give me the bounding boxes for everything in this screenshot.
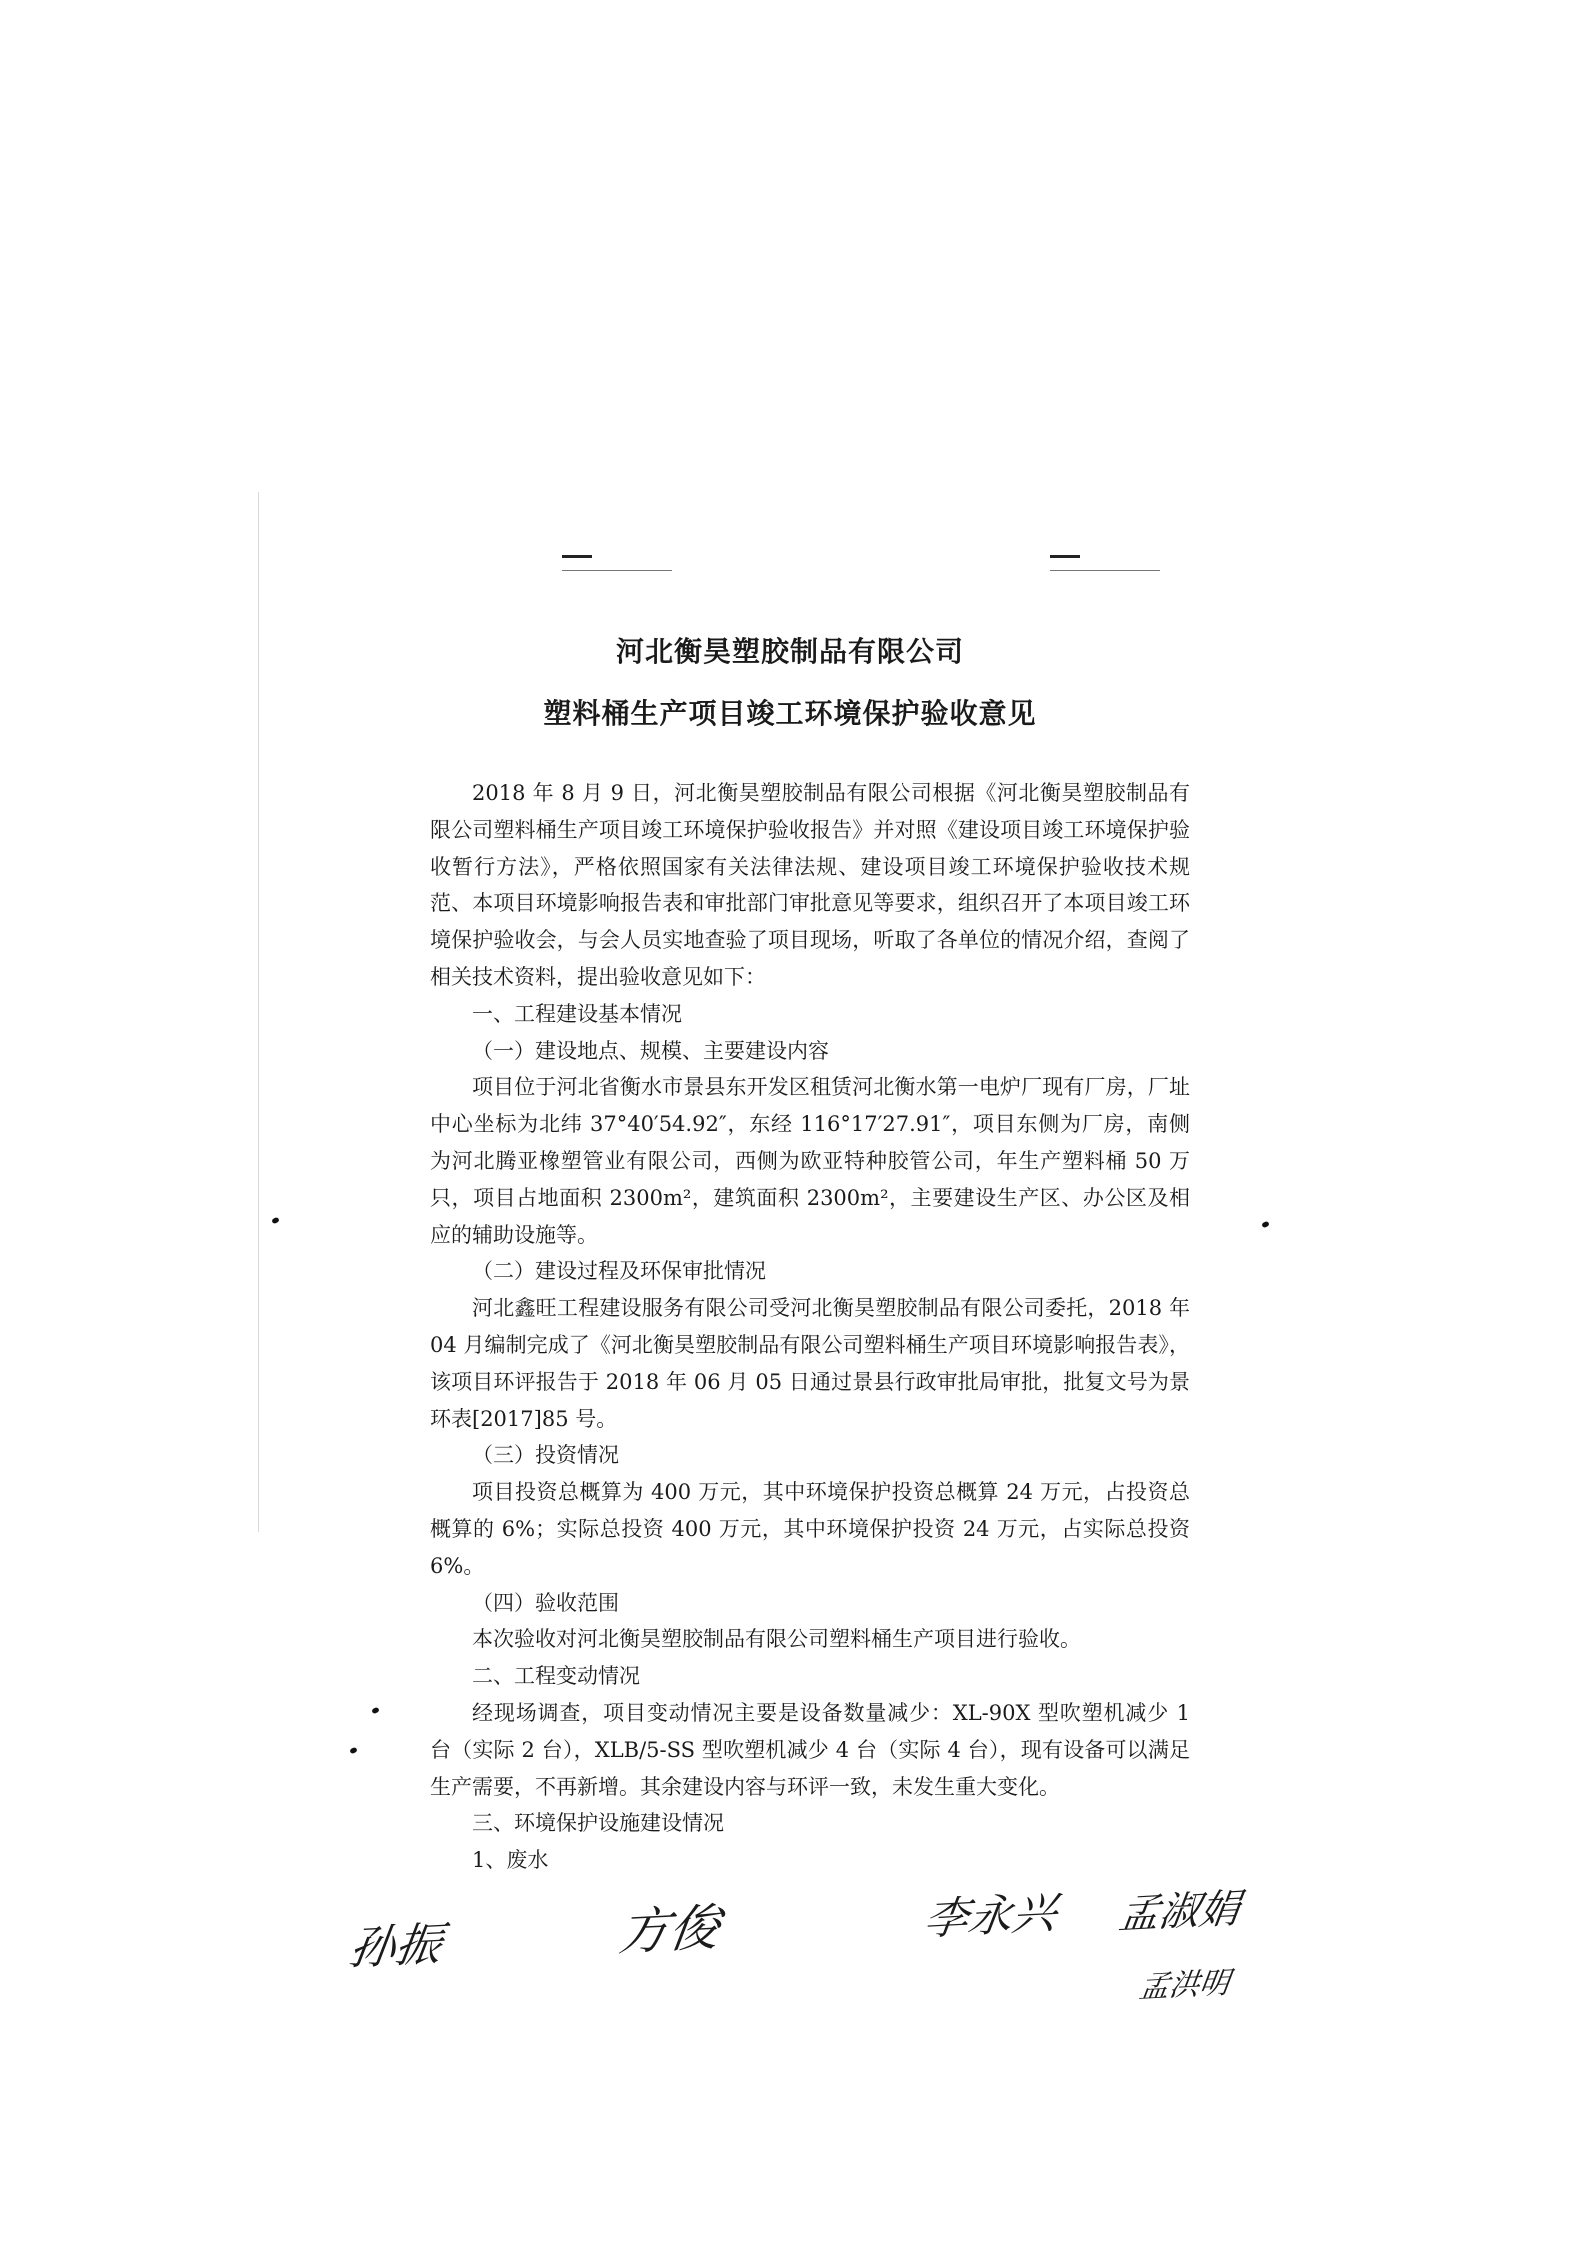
subsection-heading-1-2: （二）建设过程及环保审批情况 [472, 1259, 766, 1284]
scan-edge [258, 492, 259, 1532]
approval-paragraph: 河北鑫旺工程建设服务有限公司受河北衡昊塑胶制品有限公司委托，2018 年 04 月编制完成了《河北衡昊塑胶制品有限公司塑料桶生产项目环境影响报告表》，该项目环评报告于 2018 年 06 月 05 日通过景县行政审批局审批，批复文号为景环表[2017]85 号。 [430, 1296, 1190, 1431]
subsection-heading-3-1: 1、废水 [472, 1848, 549, 1873]
top-left-mark [562, 555, 592, 558]
handwritten-signature: 方俊 [615, 1898, 724, 1962]
changes-paragraph: 经现场调查，项目变动情况主要是设备数量减少：XL-90X 型吹塑机减少 1 台（实际 2 台），XLB/5-SS 型吹塑机减少 4 台（实际 4 台），现有设备可以满足生产需要，不再新增。其余建设内容与环评一致，未发生重大变化。 [430, 1700, 1190, 1799]
section-heading-1: 一、工程建设基本情况 [472, 1001, 682, 1026]
intro-paragraph: 2018 年 8 月 9 日，河北衡昊塑胶制品有限公司根据《河北衡昊塑胶制品有限公司塑料桶生产项目竣工环境保护验收报告》并对照《建设项目竣工环境保护验收暂行方法》，严格依照国家有关法律法规、建设项目竣工环境保护验收技术规范、本项目环境影响报告表和审批部门审批意见等要求，组织召开了本项目竣工环境保护验收会，与会人员实地查验了项目现场，听取了各单位的情况介绍，查阅了相关技术资料，提出验收意见如下： [430, 781, 1190, 989]
section-heading-2: 二、工程变动情况 [472, 1664, 640, 1689]
top-left-line [562, 570, 672, 571]
subsection-heading-1-3: （三）投资情况 [472, 1443, 619, 1468]
section-heading-3: 三、环境保护设施建设情况 [472, 1811, 724, 1836]
scope-paragraph: 本次验收对河北衡昊塑胶制品有限公司塑料桶生产项目进行验收。 [472, 1627, 1081, 1652]
top-right-mark [1050, 555, 1080, 558]
subsection-heading-1-4: （四）验收范围 [472, 1590, 619, 1615]
document-title-line2: 塑料桶生产项目竣工环境保护验收意见 [543, 697, 1037, 730]
top-right-line [1050, 570, 1160, 571]
handwritten-signature: 李永兴 [920, 1887, 1060, 1946]
scan-speck [1261, 1221, 1269, 1228]
document-title-line1: 河北衡昊塑胶制品有限公司 [615, 635, 964, 668]
document-body [430, 775, 1190, 1879]
location-paragraph: 项目位于河北省衡水市景县东开发区租赁河北衡水第一电炉厂现有厂房，厂址中心坐标为北纬 37°40′54.92″，东经 116°17′27.91″，项目东侧为厂房，南侧为河北腾亚橡塑管业有限公司，西侧为欧亚特种胶管公司，年生产塑料桶 50 万只，项目占地面积 2300m²，建筑面积 2300m²，主要建设生产区、办公区及相应的辅助设施等。 [430, 1075, 1190, 1247]
subsection-heading-1-1: （一）建设地点、规模、主要建设内容 [472, 1038, 829, 1063]
scan-speck [349, 1747, 357, 1754]
scan-speck [371, 1707, 379, 1714]
handwritten-signature: 孟淑娟 [1116, 1885, 1243, 1939]
handwritten-signature: 孟洪明 [1137, 1965, 1232, 2006]
scan-speck [271, 1217, 279, 1224]
signature-area [345, 1880, 1280, 2040]
handwritten-signature: 孙振 [345, 1916, 446, 1976]
investment-paragraph: 项目投资总概算为 400 万元，其中环境保护投资总概算 24 万元，占投资总概算的 6%；实际总投资 400 万元，其中环境保护投资 24 万元，占实际总投资 6%。 [430, 1480, 1190, 1578]
